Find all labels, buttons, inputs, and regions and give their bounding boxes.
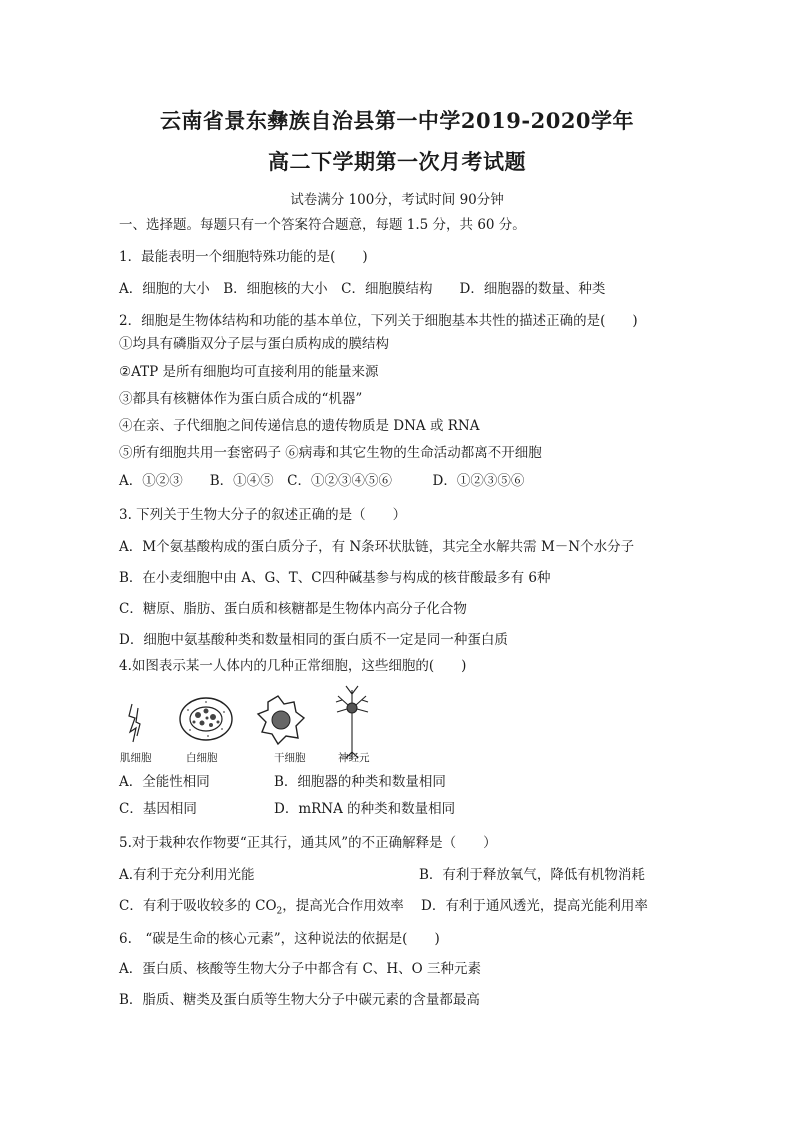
q5-option-a: A.有利于充分利用光能	[119, 867, 255, 883]
exam-title-line1: 云南省景东彝族自治县第一中学2019-2020学年	[159, 108, 635, 133]
exam-info: 试卷满分 100分，考试时间 90分钟	[290, 192, 504, 208]
stem-cell-icon	[258, 696, 304, 744]
q2-item: ②ATP 是所有细胞均可直接利用的能量来源	[119, 364, 379, 380]
q6-option: A．蛋白质、核酸等生物大分子中都含有 C、H、O 三种元素	[119, 961, 482, 977]
q3-option: C．糖原、脂肪、蛋白质和核糖都是生物体内高分子化合物	[119, 601, 467, 617]
cell-label: 白细胞	[186, 752, 218, 764]
q1-stem: 1．最能表明一个细胞特殊功能的是( )	[119, 249, 368, 265]
q4-option-c: C．基因相同	[119, 801, 197, 817]
q5-option-d: D．有利于通风透光，提高光能利用率	[421, 898, 648, 914]
cell-figure	[118, 682, 388, 764]
q2-item: ④在亲、子代细胞之间传递信息的遗传物质是 DNA 或 RNA	[119, 418, 480, 434]
q4-option-b: B．细胞器的种类和数量相同	[274, 774, 446, 790]
q2-item: ⑤所有细胞共用一套密码子 ⑥病毒和其它生物的生命活动都离不开细胞	[119, 445, 542, 461]
q2-item: ③都具有核糖体作为蛋白质合成的“机器”	[119, 391, 363, 407]
q3-stem: 3. 下列关于生物大分子的叙述正确的是（ ）	[119, 507, 407, 523]
q3-option: B．在小麦细胞中由 A、G、T、C四种碱基参与构成的核苷酸最多有 6种	[119, 570, 551, 586]
q2-item: ①均具有磷脂双分子层与蛋白质构成的膜结构	[119, 336, 389, 352]
q5-stem: 5.对于栽种农作物要“正其行，通其风”的不正确解释是（ ）	[119, 835, 497, 851]
q5-option-c-text-end: ，提高光合作用效率	[282, 898, 404, 914]
q1-options: A．细胞的大小 B．细胞核的大小 C．细胞膜结构 D．细胞器的数量、种类	[119, 281, 606, 297]
q4-stem: 4.如图表示某一人体内的几种正常细胞，这些细胞的( )	[119, 658, 467, 674]
q4-option-a: A．全能性相同	[119, 774, 210, 790]
q3-option: A．M个氨基酸构成的蛋白质分子，有 N条环状肽链，其完全水解共需 M－N个水分子	[119, 539, 635, 555]
q5-option-c-text: C．有利于吸收较多的 CO	[119, 898, 277, 914]
q6-option: B．脂质、糖类及蛋白质等生物大分子中碳元素的含量都最高	[119, 992, 480, 1008]
section-heading: 一、选择题。每题只有一个答案符合题意，每题 1.5 分，共 60 分。	[119, 217, 526, 233]
cell-label: 肌细胞	[120, 752, 152, 764]
cell-label: 干细胞	[274, 752, 306, 764]
cell-label: 神经元	[338, 752, 370, 764]
q3-option: D．细胞中氨基酸种类和数量相同的蛋白质不一定是同一种蛋白质	[119, 632, 508, 648]
white-blood-cell-icon	[180, 698, 232, 740]
q4-option-d: D．mRNA 的种类和数量相同	[274, 801, 456, 817]
neuron-icon	[336, 686, 368, 760]
q5-option-b: B．有利于释放氧气，降低有机物消耗	[419, 867, 645, 883]
q6-stem: 6. “碳是生命的核心元素”，这种说法的依据是( )	[119, 931, 440, 947]
q2-stem: 2．细胞是生物体结构和功能的基本单位，下列关于细胞基本共性的描述正确的是( )	[119, 313, 638, 329]
q5-option-c-subscript: 2	[276, 906, 283, 917]
muscle-cell-icon	[129, 704, 140, 742]
q5-option-c	[119, 897, 404, 921]
q2-options: A．①②③ B．①④⑤ C．①②③④⑤⑥ D．①②③⑤⑥	[119, 473, 525, 489]
exam-title-line2: 高二下学期第一次月考试题	[268, 149, 526, 174]
